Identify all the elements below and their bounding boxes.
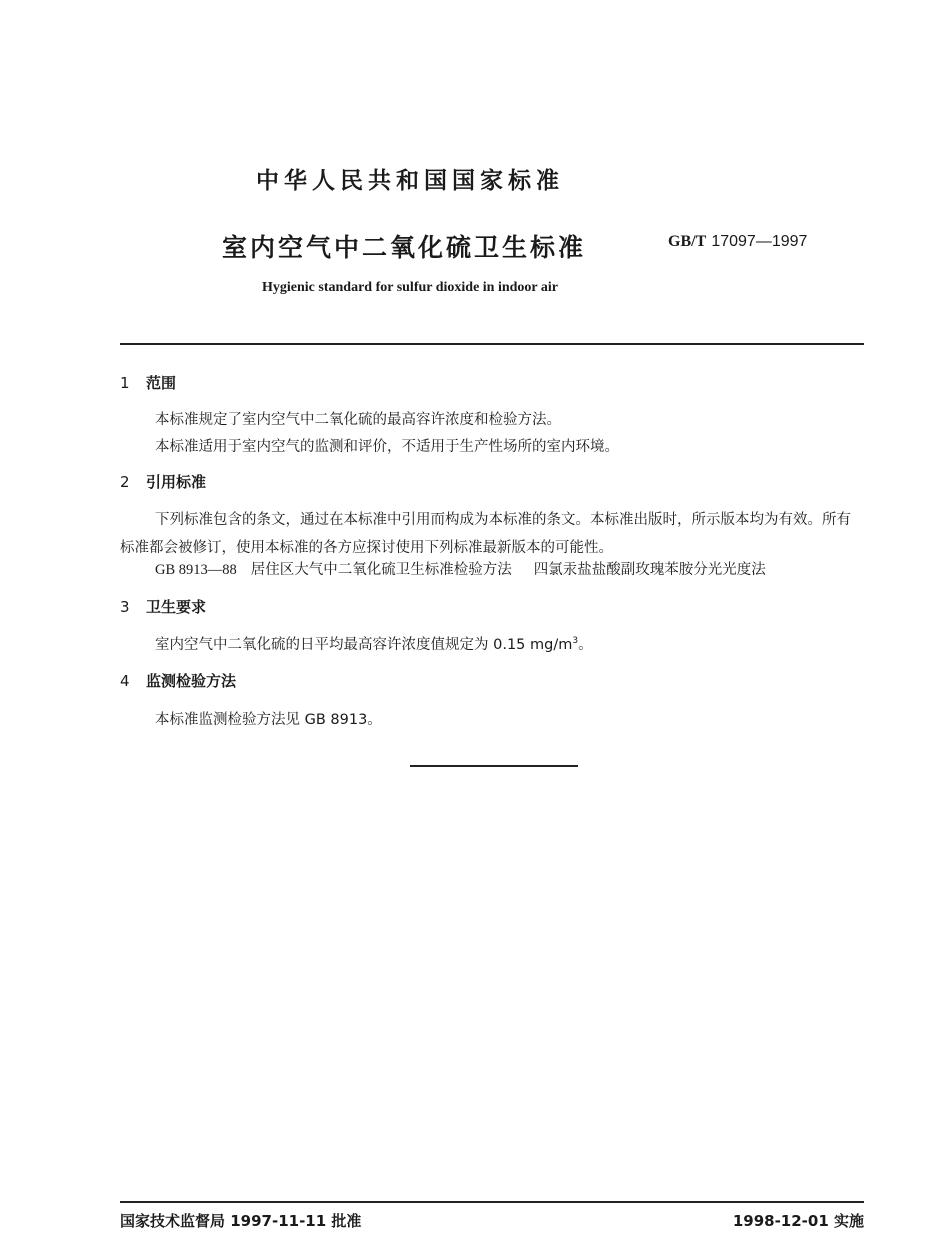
footer-divider [120,1201,864,1203]
section-1-title: 范围 [146,374,177,392]
referenced-standard-method: 四氯汞盐盐酸副玫瑰苯胺分光光度法 [533,562,766,578]
section-2-number: 2 [120,473,130,491]
section-2-heading [120,471,206,492]
section-4-paragraph: 本标准监测检验方法见 GB 8913。 [155,712,382,728]
section-3-text-end: 。 [578,637,593,653]
section-1-paragraph-1: 本标准规定了室内空气中二氧化硫的最高容许浓度和检验方法。 [155,412,561,428]
section-3-title: 卫生要求 [146,598,207,616]
section-1-paragraph-2: 本标准适用于室内空气的监测和评价，不适用于生产性场所的室内环境。 [155,439,619,455]
section-3-paragraph [155,633,593,654]
section-4-heading [120,670,236,691]
standard-code-number: 17097—1997 [711,233,808,250]
section-3-heading [120,596,206,617]
section-2-title: 引用标准 [146,473,207,491]
national-standard-heading: 中华人民共和国国家标准 [256,168,564,194]
section-3-superscript: 3 [572,636,579,647]
standard-code-prefix: GB/T [668,233,707,250]
english-title: Hygienic standard for sulfur dioxide in indoor air [262,280,558,295]
section-1-number: 1 [120,374,130,392]
header-divider [120,343,864,345]
section-2-paragraph: 下列标准包含的条文，通过在本标准中引用而构成为本标准的条文。本标准出版时，所示版本均为有效。所有标准都会被修订，使用本标准的各方应探讨使用下列标准最新版本的可能性。 [120,512,851,556]
section-1-heading [120,372,176,393]
referenced-standard-title: 居住区大气中二氧化硫卫生标准检验方法 [250,562,512,578]
section-3-text: 室内空气中二氧化硫的日平均最高容许浓度值规定为 0.15 mg/m [155,637,573,653]
standard-code [668,231,807,251]
document-title: 室内空气中二氧化硫卫生标准 [222,233,587,262]
referenced-standard-code: GB 8913—88 [155,562,237,578]
referenced-standard [155,558,766,579]
approval-date: 国家技术监督局 1997-11-11 批准 [120,1212,362,1230]
effective-date: 1998-12-01 实施 [732,1212,864,1230]
section-3-number: 3 [120,598,130,616]
section-4-title: 监测检验方法 [146,672,237,690]
end-of-text-rule [410,765,578,767]
section-4-number: 4 [120,672,130,690]
